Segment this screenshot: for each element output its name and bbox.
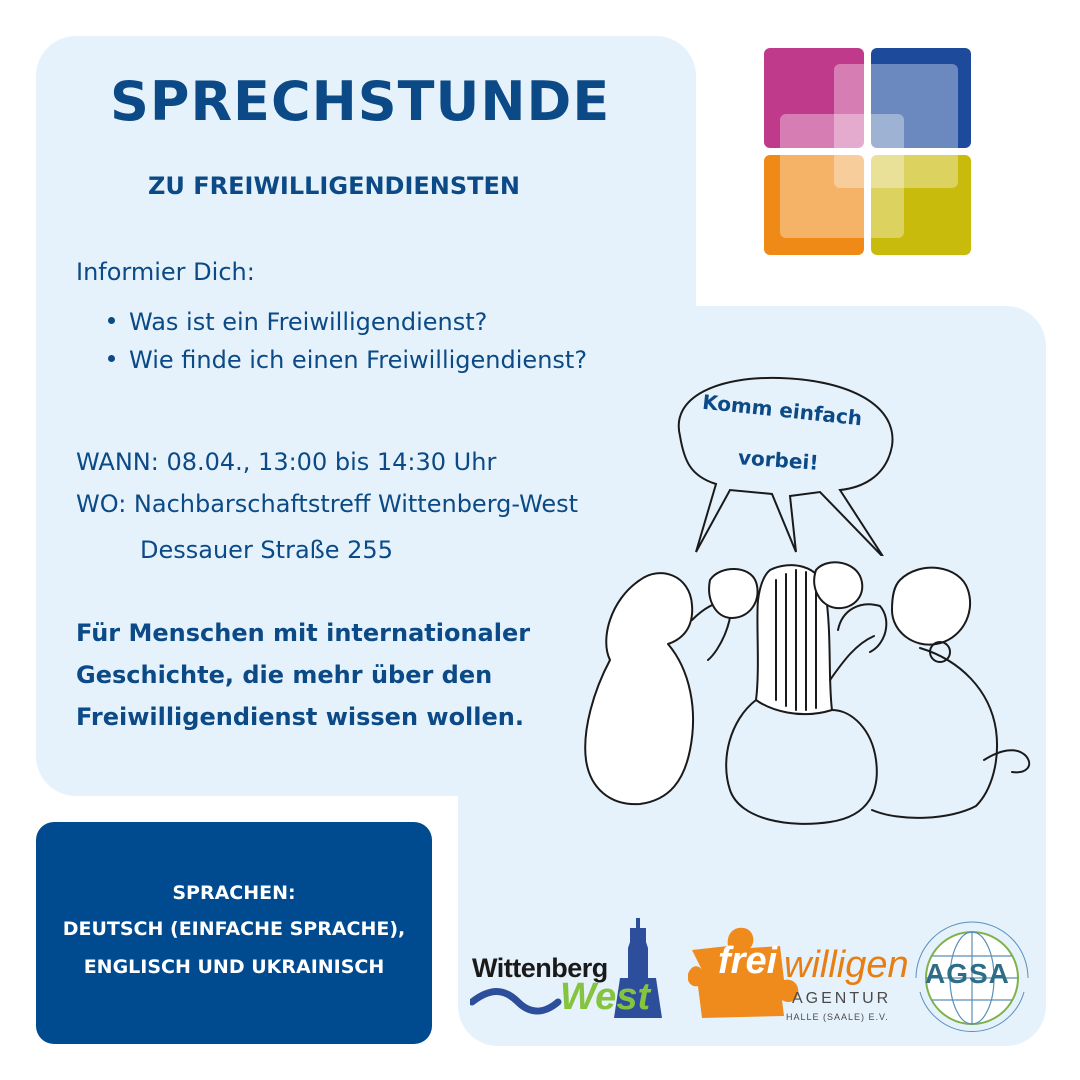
people-group-illustration xyxy=(580,560,1040,830)
audience-text xyxy=(76,612,636,738)
speech-bubble-text: vorbei! xyxy=(737,445,820,475)
west-logo-text: West xyxy=(560,976,651,1018)
info-bullet-text: Was ist ein Freiwilligendienst? xyxy=(129,308,488,336)
bullet-dot-icon xyxy=(108,317,115,324)
languages-line: ENGLISCH UND UKRAINISCH xyxy=(83,956,385,978)
bullet-dot-icon xyxy=(108,355,115,362)
info-bullet xyxy=(108,346,587,374)
event-address: Dessauer Straße 255 xyxy=(140,536,393,564)
panel-corner-cut xyxy=(696,246,756,306)
speech-bubble-text: Komm einfach xyxy=(701,389,864,431)
halle-logo-text: HALLE (SAALE) E.V. xyxy=(786,1012,889,1022)
event-location: WO: Nachbarschaftstreff Wittenberg-West xyxy=(76,490,579,518)
agentur-logo-text: AGENTUR xyxy=(792,990,892,1007)
info-heading: Informier Dich: xyxy=(76,258,255,286)
languages-heading: SPRACHEN: xyxy=(172,882,296,904)
info-bullet-text: Wie finde ich einen Freiwilligendienst? xyxy=(129,346,588,374)
frei-logo-text: frei xyxy=(718,940,778,982)
wittenberg-logo-text: Wittenberg xyxy=(472,953,608,983)
audience-line: Für Menschen mit internationaler xyxy=(76,619,531,647)
page-subtitle: ZU FREIWILLIGENDIENSTEN xyxy=(148,172,521,200)
event-time: WANN: 08.04., 13:00 bis 14:30 Uhr xyxy=(76,448,497,476)
agsa-logo-text: AGSA xyxy=(925,958,1010,989)
languages-line: DEUTSCH (EINFACHE SPRACHE), xyxy=(62,918,406,940)
info-bullet xyxy=(108,308,487,336)
colored-squares-logo xyxy=(764,48,974,258)
page-title: SPRECHSTUNDE xyxy=(110,70,611,133)
willigen-logo-text: willigen xyxy=(784,944,909,986)
audience-line: Geschichte, die mehr über den xyxy=(76,661,493,689)
panel-corner-fill xyxy=(660,306,720,366)
audience-line: Freiwilligendienst wissen wollen. xyxy=(76,703,524,731)
